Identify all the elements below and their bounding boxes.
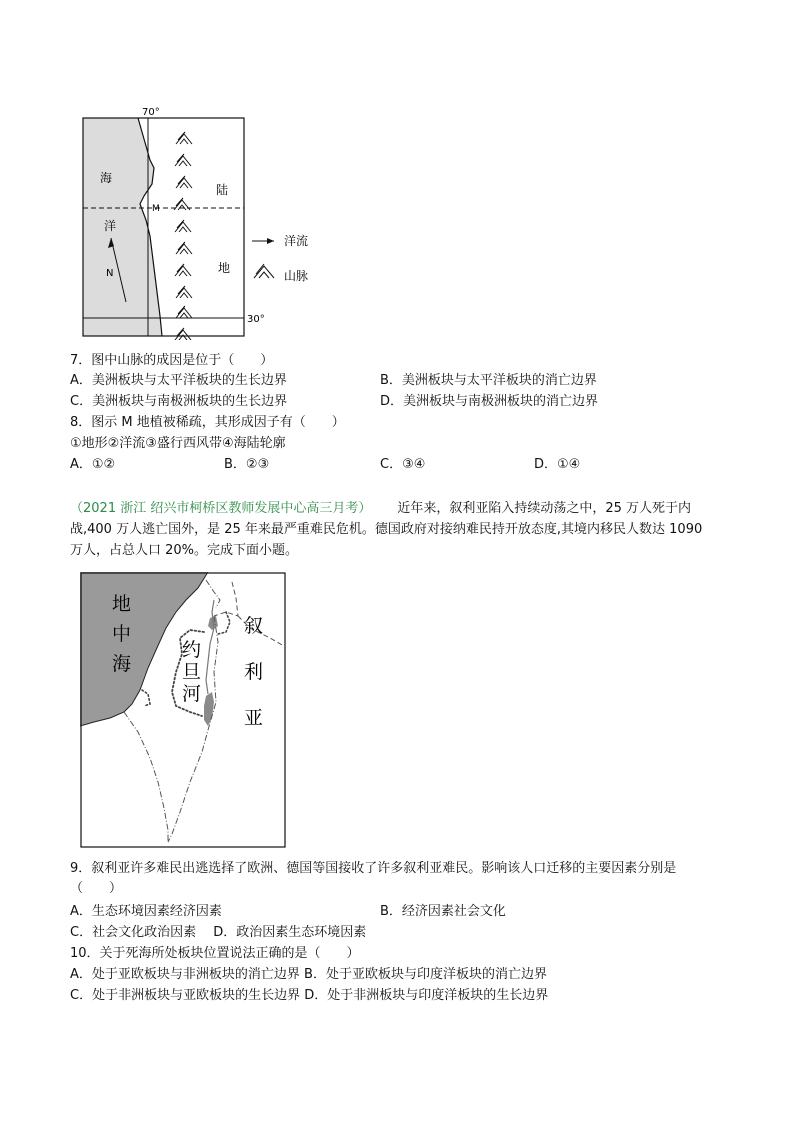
mountain-symbol [175, 220, 191, 232]
mountain-symbol [176, 306, 192, 318]
label-sea-3: 海 [112, 653, 132, 675]
golan-dotted [218, 612, 230, 634]
label-point-n: N [106, 268, 114, 279]
passage-line-3: 万人，占总人口 20%。完成下面小题。 [70, 543, 299, 558]
label-sea-1: 地 [112, 593, 132, 615]
q10-option-cd[interactable]: C．处于非洲板块与亚欧板块的生长边界 D．处于非洲板块与印度洋板块的生长边界 [70, 988, 549, 1003]
q9-option-cd[interactable]: C．社会文化政治因素 D．政治因素生态环境因素 [70, 925, 367, 940]
mountain-symbol [175, 328, 191, 340]
q8-option-c[interactable]: C．③④ [380, 457, 426, 472]
q9-option-b[interactable]: B．经济因素社会文化 [380, 904, 506, 919]
map-south-america-coast [80, 104, 320, 340]
q10-option-ab[interactable]: A．处于亚欧板块与非洲板块的消亡边界 B．处于亚欧板块与印度洋板块的消亡边界 [70, 967, 547, 982]
label-land-2: 地 [218, 261, 231, 275]
gaza-dotted [142, 690, 150, 706]
label-river-2: 旦 [182, 661, 202, 683]
label-point-m: M [152, 204, 160, 214]
passage-line-1 [70, 500, 691, 518]
q9-blank: （ ） [70, 881, 123, 896]
q9-option-a[interactable]: A．生态环境因素经济因素 [70, 904, 222, 919]
dead-sea [204, 692, 214, 726]
q9-stem: 9．叙利亚许多难民出逃选择了欧洲、德国等国接收了许多叙利亚难民。影响该人口迁移的主要因素分别是 [70, 861, 677, 876]
label-sea-2: 中 [112, 623, 132, 645]
q7-option-d[interactable]: D．美洲板块与南极洲板块的消亡边界 [380, 394, 599, 409]
q8-factors: ①地形②洋流③盛行西风带④海陆轮廓 [70, 436, 286, 451]
label-ocean-1: 海 [100, 171, 113, 185]
q10-stem: 10．关于死海所处板块位置说法正确的是（ ） [70, 946, 360, 961]
q8-stem: 8．图示 M 地植被稀疏，其形成因子有（ ） [70, 415, 345, 430]
legend-mountain-label: 山脉 [284, 269, 309, 283]
mountain-symbol [176, 132, 192, 144]
border-west-south [124, 712, 168, 842]
label-ocean-2: 洋 [104, 219, 117, 233]
q8-option-b[interactable]: B．②③ [224, 457, 270, 472]
passage-source: （2021 浙江 绍兴市柯桥区教师发展中心高三月考） [70, 501, 372, 516]
passage-text-1: 近年来，叙利亚陷入持续动荡之中，25 万人死于内 [397, 501, 692, 516]
legend-current-label: 洋流 [284, 234, 309, 248]
mountain-symbol [175, 264, 191, 276]
label-country-1: 叙 [244, 615, 264, 637]
map-syria-region [80, 572, 288, 850]
q7-stem: 7．图中山脉的成因是位于（ ） [70, 353, 274, 368]
mountain-range [174, 132, 192, 340]
passage-line-2: 战,400 万人逃亡国外，是 25 年来最严重难民危机。德国政府对接纳难民持开放态度,其境内移民人数达 1090 [70, 522, 703, 537]
label-land-1: 陆 [216, 183, 229, 197]
q7-option-b[interactable]: B．美洲板块与太平洋板块的消亡边界 [380, 373, 597, 388]
legend-current [252, 238, 274, 244]
label-river-1: 约 [182, 639, 202, 661]
mountain-symbol [176, 176, 192, 188]
q7-option-c[interactable]: C．美洲板块与南极洲板块的生长边界 [70, 394, 288, 409]
q8-option-d[interactable]: D．①④ [534, 457, 581, 472]
mountain-symbol [175, 154, 191, 166]
label-country-3: 亚 [244, 707, 264, 729]
q7-option-a[interactable]: A．美洲板块与太平洋板块的生长边界 [70, 373, 287, 388]
label-river-3: 河 [182, 683, 202, 705]
label-country-2: 利 [244, 661, 264, 683]
label-lat-30: 30° [247, 314, 265, 325]
border-dashed-north [214, 582, 238, 616]
legend-mountain-icon [254, 264, 274, 278]
mountain-symbol [176, 242, 192, 254]
label-lat-70: 70° [142, 107, 160, 118]
ocean-area [83, 118, 162, 336]
q8-option-a[interactable]: A．①② [70, 457, 116, 472]
jordan-river [206, 600, 214, 694]
mountain-symbol [176, 286, 192, 298]
